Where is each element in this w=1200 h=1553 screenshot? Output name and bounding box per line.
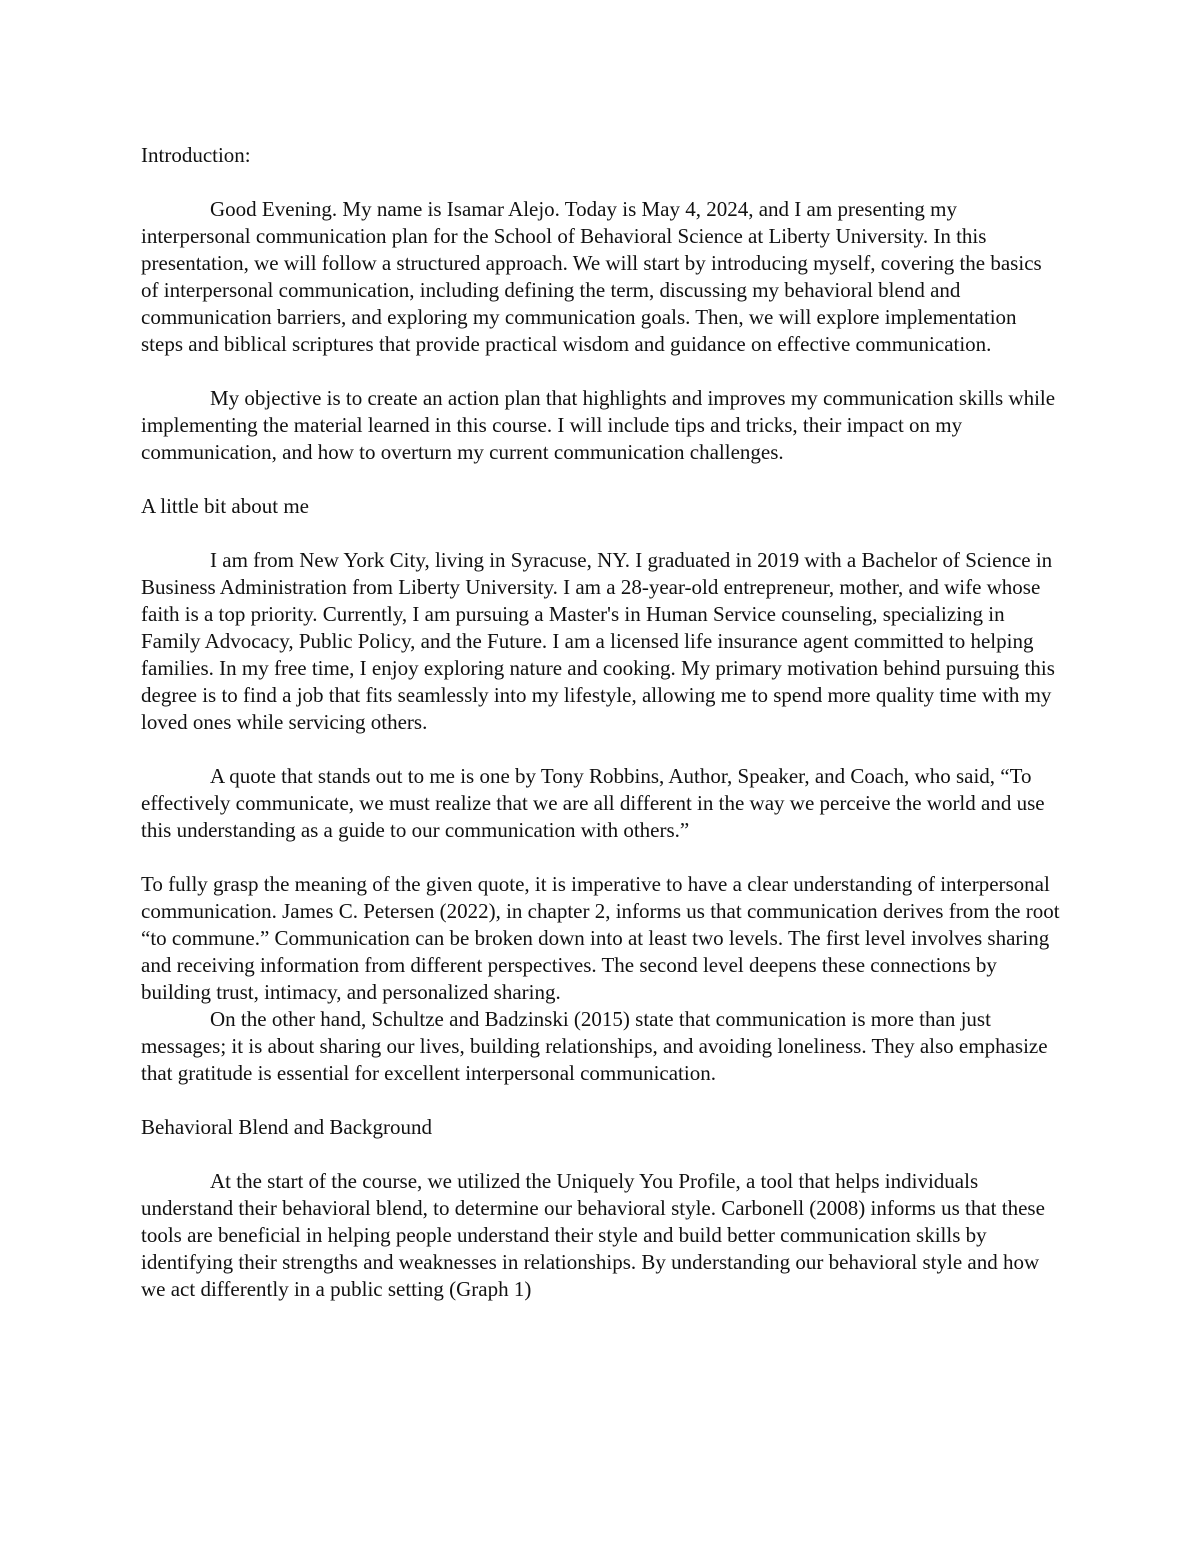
paragraph-intro-objective: My objective is to create an action plan that highlights and improves my communication skills while implementing the material learned in this course. I will include tips and tricks, their impact on my communication, and how to overturn my current communication challenges. — [141, 386, 1056, 464]
section-heading-about-me: A little bit about me — [141, 494, 309, 518]
paragraph-quote: A quote that stands out to me is one by Tony Robbins, Author, Speaker, and Coach, who said, “To effectively communicate, we must realize that we are all different in the way we perceive the world and use this understanding as a guide to our communication with others.” — [141, 764, 1045, 842]
paragraph-definition: To fully grasp the meaning of the given quote, it is imperative to have a clear understanding of interpersonal communication. James C. Petersen (2022), in chapter 2, informs us that communication derives from the root “to commune.” Communication can be broken down into at least two levels. The first level involves sharing and receiving information from different perspectives. The second level deepens these connections by building trust, intimacy, and personalized sharing. — [141, 872, 1060, 1004]
section-heading-behavioral-blend: Behavioral Blend and Background — [141, 1115, 433, 1139]
document-body — [141, 142, 1061, 1303]
paragraph-behavioral-blend: At the start of the course, we utilized the Uniquely You Profile, a tool that helps individuals understand their behavioral blend, to determine our behavioral style. Carbonell (2008) informs us that these tools are beneficial in helping people understand their style and build better communication skills by identifying their strengths and weaknesses in relationships. By understanding our behavioral style and how we act differently in a public setting (Graph 1) — [141, 1169, 1045, 1301]
paragraph-intro-greeting: Good Evening. My name is Isamar Alejo. Today is May 4, 2024, and I am presenting my interpersonal communication plan for the School of Behavioral Science at Liberty University. In this presentation, we will follow a structured approach. We will start by introducing myself, covering the basics of interpersonal communication, including defining the term, discussing my behavioral blend and communication barriers, and exploring my communication goals. Then, we will explore implementation steps and biblical scriptures that provide practical wisdom and guidance on effective communication. — [141, 197, 1042, 356]
paragraph-schultze: On the other hand, Schultze and Badzinski (2015) state that communication is more than just messages; it is about sharing our lives, building relationships, and avoiding loneliness. They also emphasize that gratitude is essential for excellent interpersonal communication. — [141, 1007, 1048, 1085]
section-heading-introduction: Introduction: — [141, 143, 251, 167]
paragraph-about-me: I am from New York City, living in Syracuse, NY. I graduated in 2019 with a Bachelor of Science in Business Administration from Liberty University. I am a 28-year-old entrepreneur, mother, and wife whose faith is a top priority. Currently, I am pursuing a Master's in Human Service counseling, specializing in Family Advocacy, Public Policy, and the Future. I am a licensed life insurance agent committed to helping families. In my free time, I enjoy exploring nature and cooking. My primary motivation behind pursuing this degree is to find a job that fits seamlessly into my lifestyle, allowing me to spend more quality time with my loved ones while servicing others. — [141, 548, 1055, 734]
